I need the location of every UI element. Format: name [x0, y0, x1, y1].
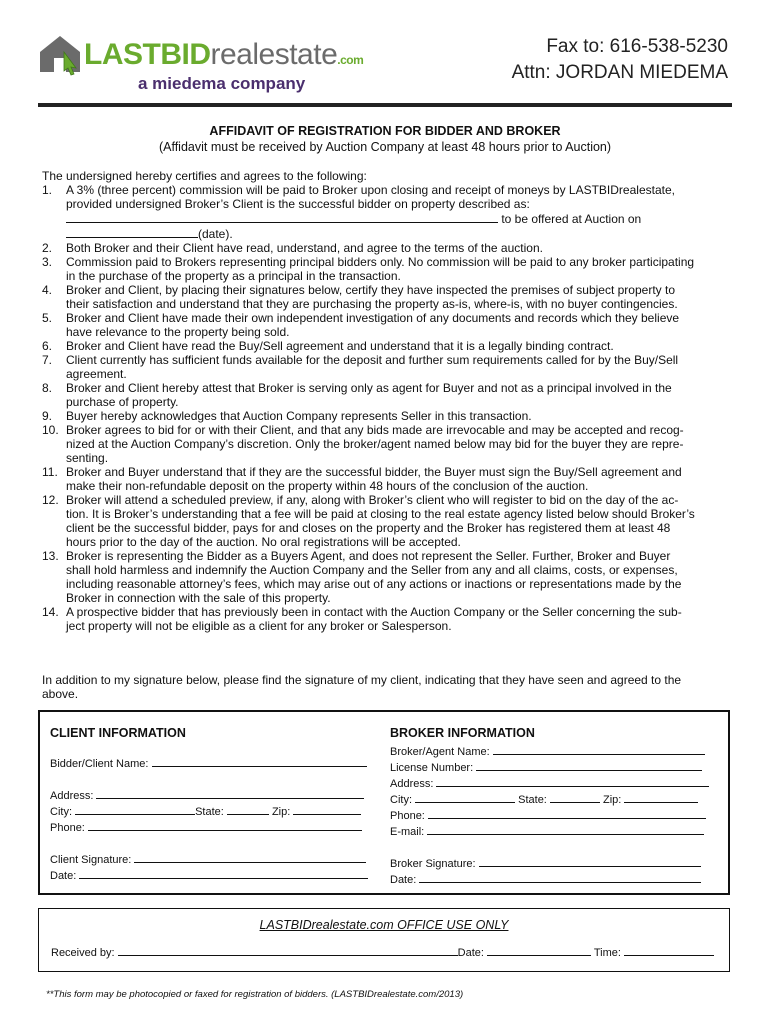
clause-line: Broker agrees to bid for or with their Client, and that any bids made are irrevocable and may be accepted and recog-	[66, 423, 684, 437]
clause-number: 4.	[42, 283, 53, 297]
document-title: AFFIDAVIT OF REGISTRATION FOR BIDDER AND BROKER	[209, 124, 561, 138]
closing-line: In addition to my signature below, please find the signature of my client, indicating that they have seen and agreed to the	[42, 673, 682, 687]
clause-number: 3.	[42, 255, 53, 269]
clause-9	[42, 409, 732, 423]
client-address-field[interactable]: Address:	[50, 788, 364, 802]
clause-line: hours prior to the day of the auction. No oral registrations will be accepted.	[66, 535, 461, 549]
clause-number: 10.	[42, 423, 59, 437]
broker-license-field[interactable]: License Number:	[390, 760, 702, 774]
clause-13	[42, 549, 732, 605]
clause-number: 5.	[42, 311, 53, 325]
clause-line: their satisfaction and understand that they are purchasing the property as-is, where-is, with no buyer contingencies.	[66, 297, 678, 311]
broker-phone-field[interactable]: Phone:	[390, 808, 706, 822]
information-box	[38, 710, 730, 895]
broker-info-heading: BROKER INFORMATION	[390, 726, 535, 740]
office-use-title: LASTBIDrealestate.com OFFICE USE ONLY	[259, 918, 509, 932]
intro-text: The undersigned hereby certifies and agrees to the following:	[42, 169, 367, 183]
clause-line: have relevance to the property being sold.	[66, 325, 290, 339]
broker-agent-name-field[interactable]: Broker/Agent Name:	[390, 744, 705, 758]
clause-7	[42, 353, 732, 381]
logo-tagline: a miedema company	[138, 74, 306, 93]
client-signature-field[interactable]: Client Signature:	[50, 852, 366, 866]
document-subtitle: (Affidavit must be received by Auction Company at least 48 hours prior to Auction)	[158, 140, 612, 154]
clause-line: purchase of property.	[66, 395, 179, 409]
auction-date-field[interactable]	[66, 226, 198, 238]
header-divider	[38, 103, 732, 107]
clause-line: Commission paid to Brokers representing principal bidders only. No commission will be paid to any broker participating	[66, 255, 695, 269]
logo-dotcom: .com	[337, 53, 364, 67]
broker-city-state-zip-field[interactable]: City: State: Zip:	[390, 792, 698, 806]
clause-6	[42, 339, 732, 353]
fax-number: Fax to: 616-538-5230	[546, 36, 728, 57]
clause-line: tion. It is Broker’s understanding that a fee will be paid at closing to the real estate agency listed below should Broker’s	[66, 507, 695, 521]
clause-line: make their non-refundable deposit on the property within 48 hours of the conclusion of the auction.	[66, 479, 589, 493]
clause-line: shall hold harmless and indemnify the Auction Company and the Seller from any and all claims, costs, or expenses,	[66, 563, 678, 577]
clause-12	[42, 493, 732, 549]
clause-line: senting.	[66, 451, 109, 465]
company-logo	[38, 30, 398, 100]
clause-number: 12.	[42, 493, 59, 507]
client-date-field[interactable]: Date:	[50, 868, 368, 882]
broker-date-field[interactable]: Date:	[390, 872, 701, 886]
clause-8	[42, 381, 732, 409]
broker-address-field[interactable]: Address:	[390, 776, 709, 790]
client-phone-field[interactable]: Phone:	[50, 820, 362, 834]
clause-4	[42, 283, 732, 311]
clause-line: Broker and Client have read the Buy/Sell agreement and understand that it is a legally binding contract.	[66, 339, 614, 353]
clause-number: 13.	[42, 549, 59, 563]
closing-line: above.	[42, 687, 79, 701]
logo-wordmark	[84, 38, 363, 72]
clause-number: 8.	[42, 381, 53, 395]
client-city-state-zip-field[interactable]: City: State: Zip:	[50, 804, 361, 818]
clause-line: Broker and Client hereby attest that Broker is serving only as agent for Buyer and not as a principal involved in the	[66, 381, 672, 395]
clause-line: client be the successful bidder, pays for and closes on the property and the Broker has registered them at least 48	[66, 521, 671, 535]
broker-email-field[interactable]: E-mail:	[390, 824, 704, 838]
clause-line: Broker and Client have made their own independent investigation of any documents and records which they believe	[66, 311, 680, 325]
logo-lastbid: LASTBID	[84, 38, 211, 71]
clause-11	[42, 465, 732, 493]
clause-number: 7.	[42, 353, 53, 367]
clause-list	[42, 183, 732, 633]
clause-line: Broker in connection with the sale of this property.	[66, 591, 331, 605]
clause-line: Broker and Buyer understand that if they are the successful bidder, the Buyer must sign the Buy/Sell agreement and	[66, 465, 682, 479]
clause-14	[42, 605, 732, 633]
clause-line: in the purchase of the property as a principal in the transaction.	[66, 269, 401, 283]
clause-1: 1. A 3% (three percent) commission will be paid to Broker upon closing and receipt of moneys by LASTBIDrealestate, provided undersigned Broker’s Client is the successful bidder on property described as: to be offered at Auction on (date).	[42, 183, 732, 241]
clause-line: Buyer hereby acknowledges that Auction Company represents Seller in this transaction.	[66, 409, 532, 423]
clause-line: (date).	[198, 227, 233, 241]
closing-statement	[42, 673, 732, 701]
client-name-field[interactable]: Bidder/Client Name:	[50, 756, 367, 770]
footnote: **This form may be photocopied or faxed for registration of bidders. (LASTBIDrealestate.com/2013)	[46, 989, 464, 1000]
logo-realestate: realestate	[210, 38, 338, 71]
clause-3	[42, 255, 732, 283]
office-use-box	[38, 908, 730, 972]
client-info-heading: CLIENT INFORMATION	[50, 726, 186, 740]
clause-line: A 3% (three percent) commission will be paid to Broker upon closing and receipt of moneys by LASTBIDrealestate,	[66, 183, 675, 197]
clause-line: ject property will not be eligible as a client for any broker or Salesperson.	[66, 619, 452, 633]
clause-line: provided undersigned Broker’s Client is the successful bidder on property described as:	[66, 197, 530, 211]
property-description-field[interactable]	[66, 211, 498, 223]
clause-line: Client currently has sufficient funds available for the deposit and further sum requirements called for by the Buy/Sell	[66, 353, 679, 367]
clause-line: Broker will attend a scheduled preview, if any, along with Broker’s client who will register to bid on the day of the ac-	[66, 493, 679, 507]
clause-number: 2.	[42, 241, 53, 255]
clause-line: Broker is representing the Bidder as a Buyers Agent, and does not represent the Seller. Further, Broker and Buyer	[66, 549, 671, 563]
clause-2	[42, 241, 732, 255]
attention-line: Attn: JORDAN MIEDEMA	[511, 62, 728, 83]
clause-line: agreement.	[66, 367, 127, 381]
clause-number: 6.	[42, 339, 53, 353]
broker-signature-field[interactable]: Broker Signature:	[390, 856, 701, 870]
clause-number: 11.	[42, 465, 58, 479]
clause-line: Broker and Client, by placing their signatures below, certify they have inspected the premises of subject property to	[66, 283, 675, 297]
clause-number: 9.	[42, 409, 53, 423]
received-by-field[interactable]: Received by: Date: Time:	[51, 945, 714, 959]
clause-10	[42, 423, 732, 465]
clause-line: including reasonable attorney’s fees, which may arise out of any actions or inactions or representations made by the	[66, 577, 682, 591]
clause-number: 14.	[42, 605, 59, 619]
clause-5	[42, 311, 732, 339]
clause-line: to be offered at Auction on	[498, 212, 642, 226]
clause-line: A prospective bidder that has previously been in contact with the Auction Company or the Seller concerning the sub-	[66, 605, 682, 619]
clause-line: Both Broker and their Client have read, understand, and agree to the terms of the auction.	[66, 241, 543, 255]
clause-line: nized at the Auction Company’s discretion. Only the broker/agent named below may bid for the buyer they are repre-	[66, 437, 684, 451]
